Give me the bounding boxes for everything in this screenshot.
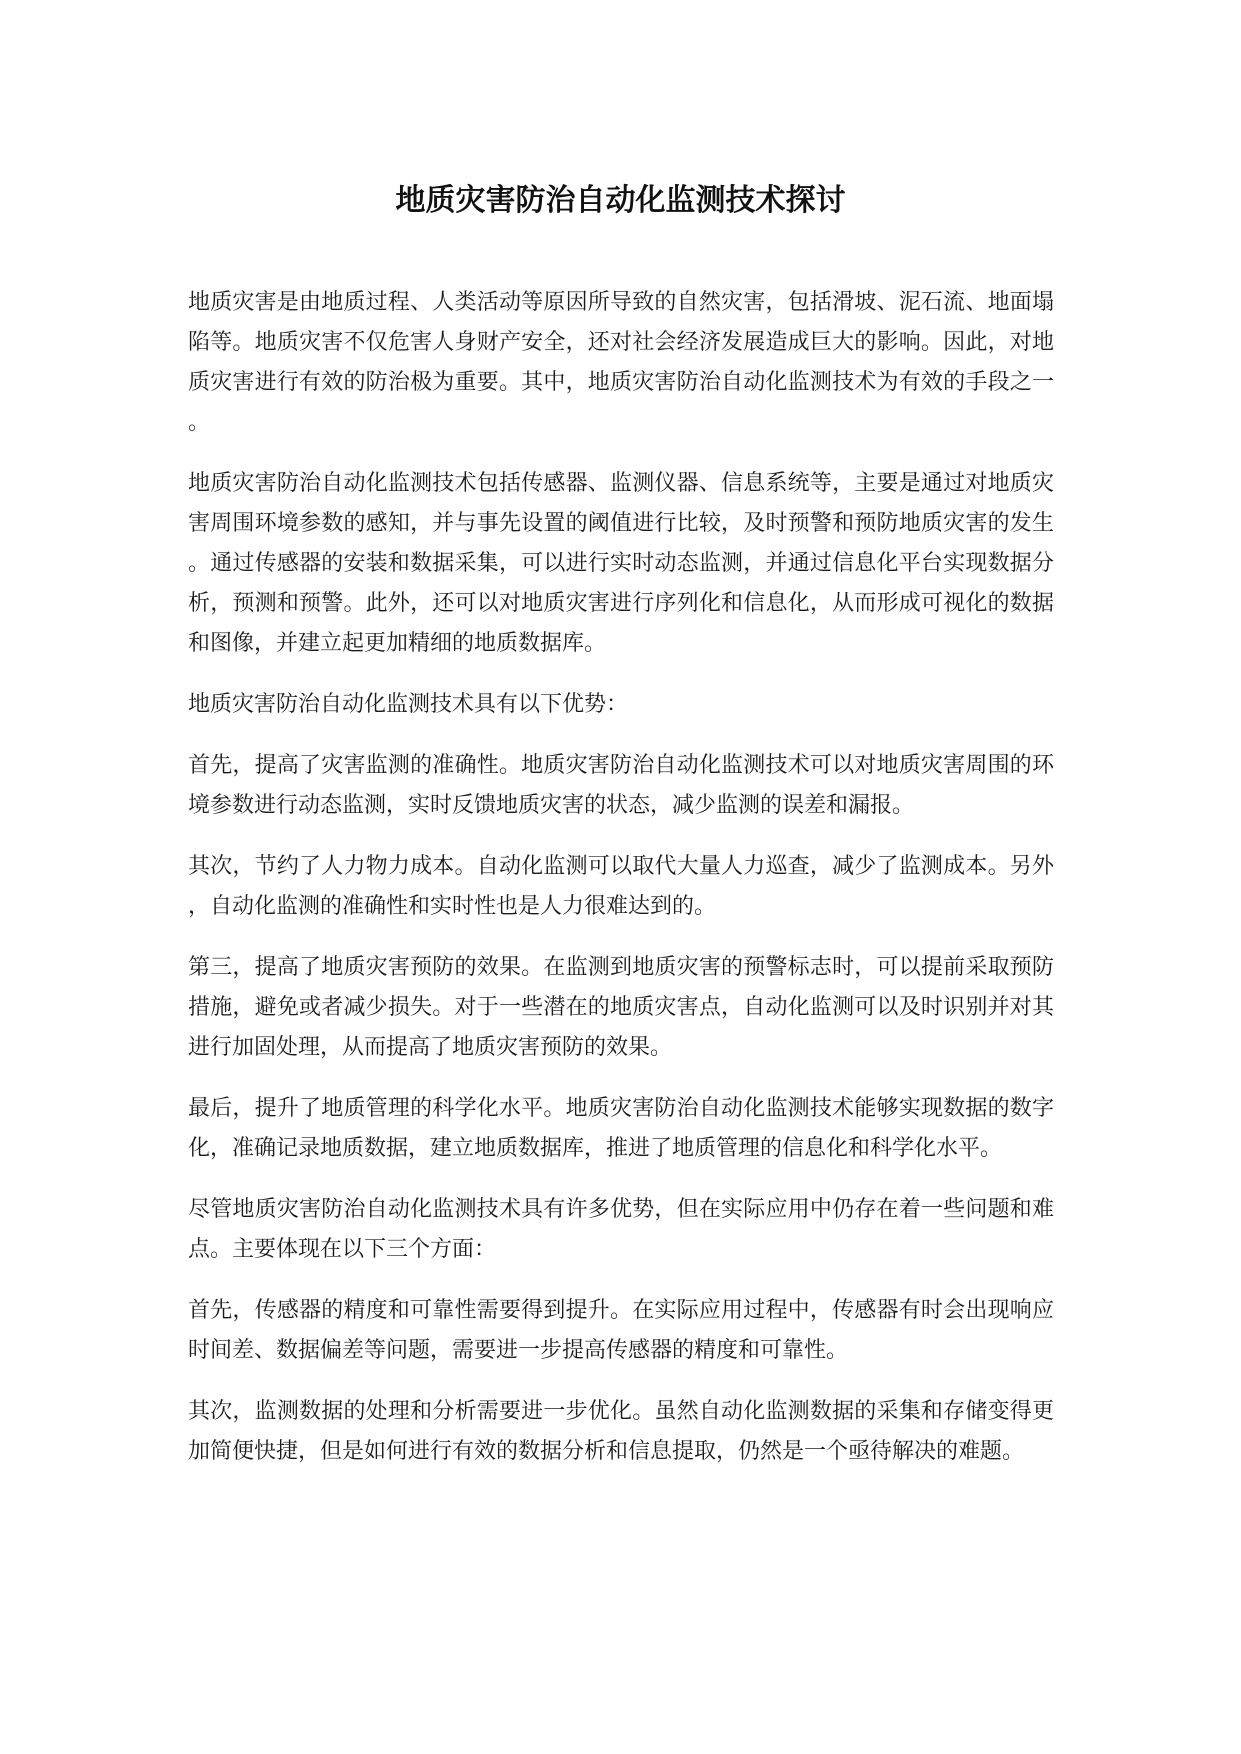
- document-title: 地质灾害防治自动化监测技术探讨: [395, 183, 846, 218]
- paragraph-advantage-prevention: 第三，提高了地质灾害预防的效果。在监测到地质灾害的预警标志时，可以提前采取预防措施，避免或者减少损失。对于一些潜在的地质灾害点，自动化监测可以及时识别并对其进行加固处理，从而提高了地质灾害预防的效果。: [188, 955, 1054, 1060]
- paragraph-problems-heading: 尽管地质灾害防治自动化监测技术具有许多优势，但在实际应用中仍存在着一些问题和难点。主要体现在以下三个方面：: [188, 1197, 1054, 1262]
- document-body: [188, 283, 1054, 1493]
- paragraph-problem-data-processing: 其次，监测数据的处理和分析需要进一步优化。虽然自动化监测数据的采集和存储变得更加简便快捷，但是如何进行有效的数据分析和信息提取，仍然是一个亟待解决的难题。: [188, 1399, 1054, 1464]
- paragraph-advantage-management: 最后，提升了地质管理的科学化水平。地质灾害防治自动化监测技术能够实现数据的数字化，准确记录地质数据，建立地质数据库，推进了地质管理的信息化和科学化水平。: [188, 1096, 1054, 1161]
- paragraph-intro: 地质灾害是由地质过程、人类活动等原因所导致的自然灾害，包括滑坡、泥石流、地面塌陷等。地质灾害不仅危害人身财产安全，还对社会经济发展造成巨大的影响。因此，对地质灾害进行有效的防治极为重要。其中，地质灾害防治自动化监测技术为有效的手段之一。: [188, 290, 1054, 435]
- paragraph-advantages-heading: 地质灾害防治自动化监测技术具有以下优势：: [188, 692, 629, 717]
- paragraph-technology-overview: 地质灾害防治自动化监测技术包括传感器、监测仪器、信息系统等，主要是通过对地质灾害周围环境参数的感知，并与事先设置的阈值进行比较，及时预警和预防地质灾害的发生。通过传感器的安装和数据采集，可以进行实时动态监测，并通过信息化平台实现数据分析，预测和预警。此外，还可以对地质灾害进行序列化和信息化，从而形成可视化的数据和图像，并建立起更加精细的地质数据库。: [188, 471, 1054, 656]
- paragraph-advantage-cost: 其次，节约了人力物力成本。自动化监测可以取代大量人力巡查，减少了监测成本。另外，自动化监测的准确性和实时性也是人力很难达到的。: [188, 854, 1054, 919]
- paragraph-advantage-accuracy: 首先，提高了灾害监测的准确性。地质灾害防治自动化监测技术可以对地质灾害周围的环境参数进行动态监测，实时反馈地质灾害的状态，减少监测的误差和漏报。: [188, 753, 1054, 818]
- paragraph-problem-sensors: 首先，传感器的精度和可靠性需要得到提升。在实际应用过程中，传感器有时会出现响应时间差、数据偏差等问题，需要进一步提高传感器的精度和可靠性。: [188, 1298, 1054, 1363]
